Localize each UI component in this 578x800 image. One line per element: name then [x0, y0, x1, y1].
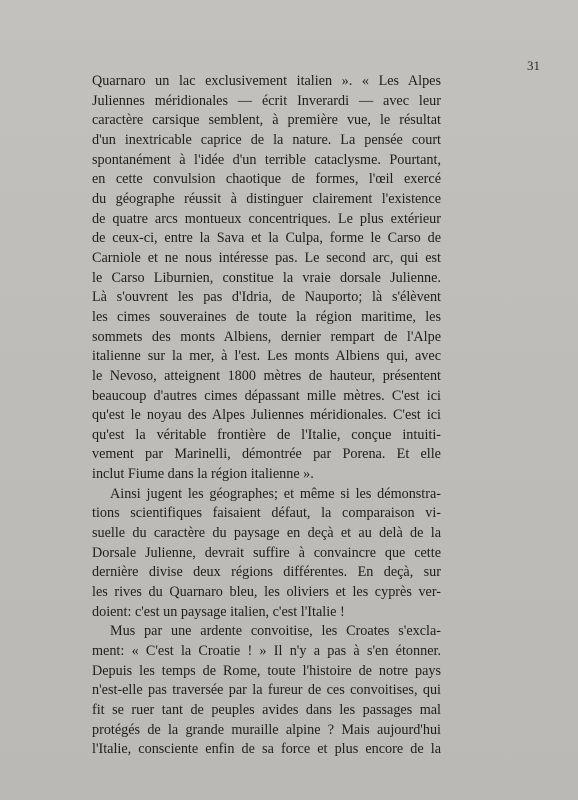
- text-line: caractère carsique semblent, à première vue, le résultat: [92, 112, 441, 129]
- text-line: Carniole et ne nous intéresse pas. Le second arc, qui est: [92, 249, 441, 266]
- text-line: d'un inextricable caprice de la nature. La pensée court: [92, 131, 441, 148]
- text-line: tions scientifiques faisaient défaut, la comparaison vi-: [92, 505, 441, 522]
- text-line: Quarnaro un lac exclusivement italien ». « Les Alpes: [92, 73, 441, 89]
- text-line: sommets des monts Albiens, dernier rempart de l'Alpe: [92, 328, 441, 345]
- paragraph: [92, 485, 441, 623]
- text-line: doient: c'est un paysage italien, c'est l'Italie !: [92, 603, 345, 620]
- paragraph: [92, 72, 441, 485]
- text-line: suelle du caractère du paysage en deçà et au delà de la: [92, 525, 441, 542]
- text-line: le Nevoso, atteignent 1800 mètres de hauteur, présentent: [92, 367, 441, 384]
- text-line: de quatre arcs montueux concentriques. Le plus extérieur: [92, 210, 441, 227]
- text-line: en cette convulsion chaotique de formes, l'œil exercé: [92, 171, 441, 188]
- paragraph: [92, 622, 441, 760]
- text-line: inclut Fiume dans la région italienne ».: [92, 466, 314, 483]
- text-line: Depuis les temps de Rome, toute l'histoire de notre pays: [92, 662, 441, 679]
- text-line: Juliennes méridionales — écrit Inverardi — avec leur: [92, 92, 441, 109]
- text-line: de ceux-ci, entre la Sava et la Culpa, forme le Carso de: [92, 230, 441, 247]
- text-line: spontanément à l'idée d'un terrible cataclysme. Pourtant,: [92, 151, 441, 168]
- text-line: qu'est la véritable frontière de l'Italie, conçue intuiti-: [92, 426, 441, 443]
- text-line: fit se ruer tant de peuples avides dans les passages mal: [92, 702, 441, 718]
- text-line: Là s'ouvrent les pas d'Idria, de Nauporto; là s'élèvent: [92, 289, 441, 306]
- text-line: Ainsi jugent les géographes; et même si les démonstra-: [110, 485, 441, 502]
- text-line: protégés de la grande muraille alpine ? Mais aujourd'hui: [92, 721, 441, 738]
- text-line: qu'est le noyau des Alpes Juliennes méridionales. C'est ici: [92, 407, 441, 424]
- text-line: italienne sur la mer, à l'est. Les monts Albiens qui, avec: [92, 348, 441, 365]
- text-line: vement par Marinelli, démontrée par Porena. Et elle: [92, 446, 441, 463]
- text-line: n'est-elle pas traversée par la fureur de ces convoitises, qui: [92, 682, 441, 699]
- page-number: 31: [527, 58, 540, 73]
- text-line: Dorsale Julienne, devrait suffire à convaincre que cette: [92, 544, 441, 561]
- body-text: [92, 72, 441, 760]
- text-line: Mus par une ardente convoitise, les Croates s'excla-: [110, 623, 441, 640]
- text-line: du géographe réussit à distinguer clairement l'existence: [92, 190, 441, 207]
- text-line: le Carso Liburnien, constitue la vraie dorsale Julienne.: [92, 269, 441, 286]
- text-line: les rives du Quarnaro bleu, les oliviers et les cyprès ver-: [92, 584, 441, 601]
- text-line: l'Italie, consciente enfin de sa force et plus encore de la: [92, 741, 441, 758]
- text-line: dernière divise deux régions différentes. En deçà, sur: [92, 564, 441, 581]
- text-line: ment: « C'est la Croatie ! » Il n'y a pas à s'en étonner.: [92, 643, 441, 660]
- text-line: les cimes souveraines de toute la région maritime, les: [92, 308, 441, 325]
- text-line: beaucoup d'autres cimes dépassant mille mètres. C'est ici: [92, 387, 441, 404]
